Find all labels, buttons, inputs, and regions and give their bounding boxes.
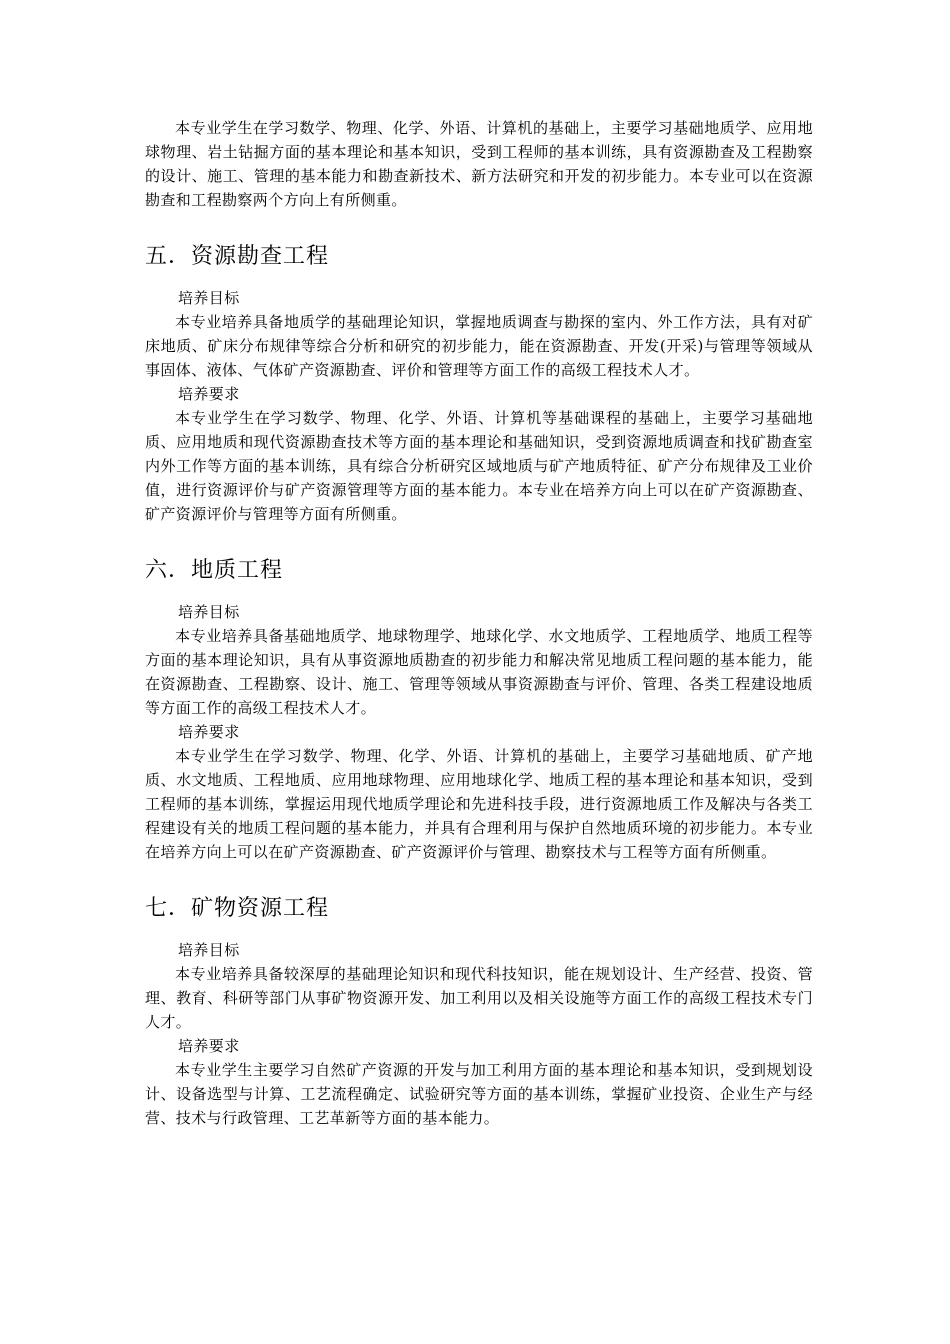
requirement-label: 培养要求 bbox=[178, 1037, 240, 1055]
document-body bbox=[145, 116, 813, 1130]
goal-label: 培养目标 bbox=[178, 289, 240, 307]
requirement-label: 培养要求 bbox=[178, 723, 240, 741]
goal-text: 本专业培养具备基础地质学、地球物理学、地球化学、水文地质学、工程地质学、地质工程等方面的基本理论知识，具有从事资源地质勘查的初步能力和解决常见地质工程问题的基本能力，能在资源勘查、工程勘察、设计、施工、管理等领域从事资源勘查与评价、管理、各类工程建设地质等方面工作的高级工程技术人才。 bbox=[145, 627, 813, 717]
section-title: 七．矿物资源工程 bbox=[145, 896, 330, 921]
section-mineral-resources-engineering bbox=[145, 894, 813, 1130]
requirement-label: 培养要求 bbox=[178, 385, 240, 403]
section-title: 六．地质工程 bbox=[145, 558, 284, 583]
goal-text: 本专业培养具备地质学的基础理论知识，掌握地质调查与勘探的室内、外工作方法，具有对矿床地质、矿床分布规律等综合分析和研究的初步能力，能在资源勘查、开发(开采)与管理等领域从事固体、液体、气体矿产资源勘查、评价和管理等方面工作的高级工程技术人才。 bbox=[145, 313, 813, 379]
requirement-text: 本专业学生在学习数学、物理、化学、外语、计算机的基础上，主要学习基础地质、矿产地质、水文地质、工程地质、应用地球物理、应用地球化学、地质工程的基本理论和基本知识，受到工程师的基本训练，掌握运用现代地质学理论和先进科技手段，进行资源地质工作及解决与各类工程建设有关的地质工程问题的基本能力，并具有合理利用与保护自然地质环境的初步能力。本专业在培养方向上可以在矿产资源勘查、矿产资源评价与管理、勘察技术与工程等方面有所侧重。 bbox=[145, 747, 813, 861]
intro-paragraph: 本专业学生在学习数学、物理、化学、外语、计算机的基础上，主要学习基础地质学、应用地球物理、岩土钻掘方面的基本理论和基本知识，受到工程师的基本训练，具有资源勘查及工程勘察的设计、施工、管理的基本能力和勘查新技术、新方法研究和开发的初步能力。本专业可以在资源勘查和工程勘察两个方向上有所侧重。 bbox=[145, 119, 813, 209]
section-title: 五．资源勘查工程 bbox=[145, 244, 330, 269]
section-resource-exploration bbox=[145, 242, 813, 526]
requirement-text: 本专业学生主要学习自然矿产资源的开发与加工利用方面的基本理论和基本知识，受到规划设计、设备选型与计算、工艺流程确定、试验研究等方面的基本训练，掌握矿业投资、企业生产与经营、技术与行政管理、工艺革新等方面的基本能力。 bbox=[145, 1061, 813, 1127]
goal-label: 培养目标 bbox=[178, 603, 240, 621]
requirement-text: 本专业学生在学习数学、物理、化学、外语、计算机等基础课程的基础上，主要学习基础地质、应用地质和现代资源勘查技术等方面的基本理论和基础知识，受到资源地质调查和找矿勘查室内外工作等方面的基本训练，具有综合分析研究区域地质与矿产地质特征、矿产分布规律及工业价值，进行资源评价与矿产资源管理等方面的基本能力。本专业在培养方向上可以在矿产资源勘查、矿产资源评价与管理等方面有所侧重。 bbox=[145, 409, 813, 523]
goal-text: 本专业培养具备较深厚的基础理论知识和现代科技知识，能在规划设计、生产经营、投资、管理、教育、科研等部门从事矿物资源开发、加工利用以及相关设施等方面工作的高级工程技术专门人才。 bbox=[145, 965, 813, 1031]
section-geological-engineering bbox=[145, 556, 813, 864]
goal-label: 培养目标 bbox=[178, 941, 240, 959]
